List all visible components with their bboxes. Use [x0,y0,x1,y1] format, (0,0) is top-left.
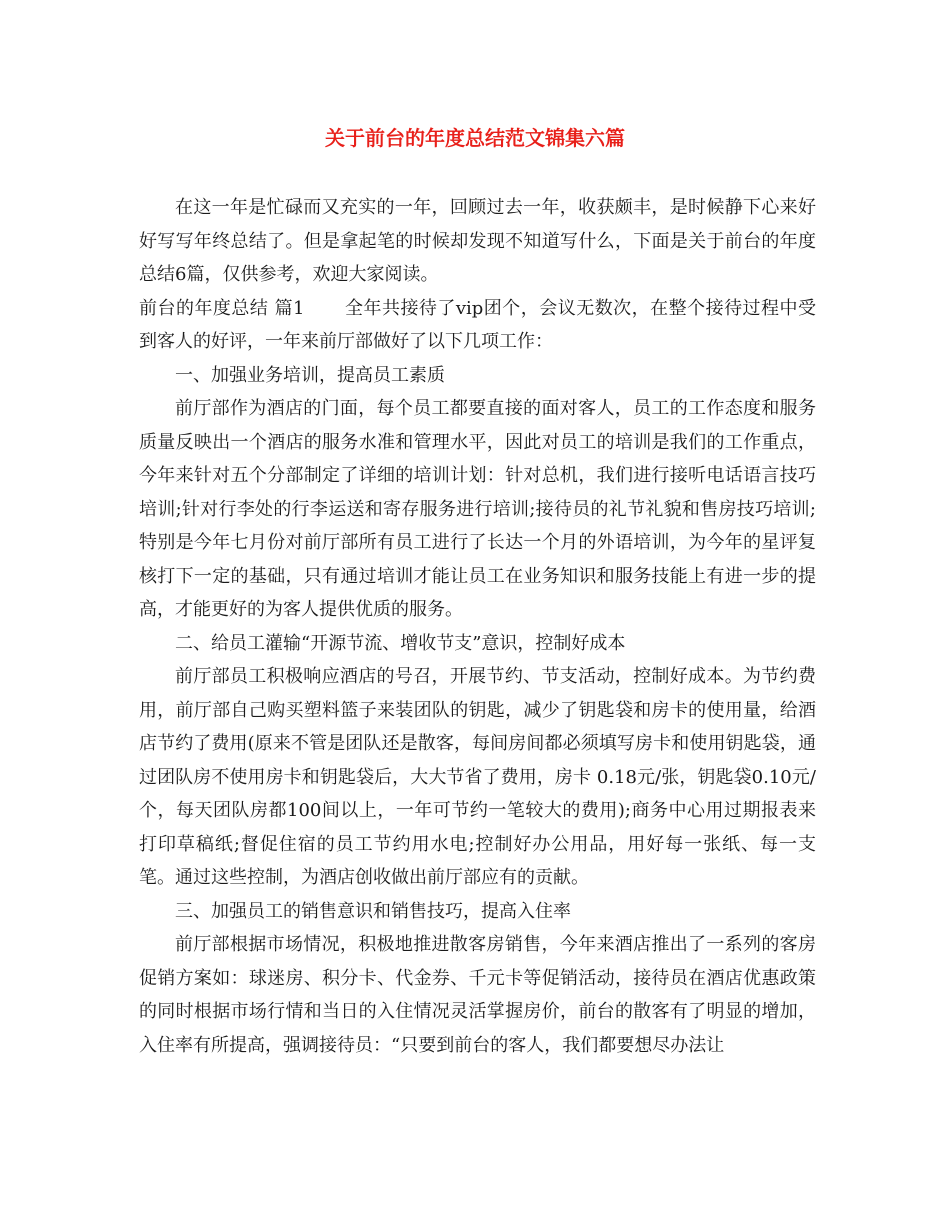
section1-paragraph: 前厅部作为酒店的门面，每个员工都要直接的面对客人，员工的工作态度和服务质量反映出一个酒店的服务水准和管理水平，因此对员工的培训是我们的工作重点，今年来针对五个分部制定了详细的培训计划：针对总机，我们进行接听电话语言技巧培训;针对行李处的行李运送和寄存服务进行培训;接待员的礼节礼貌和售房技巧培训;特别是今年七月份对前厅部所有员工进行了长达一个月的外语培训，为今年的星评复核打下一定的基础，只有通过培训才能让员工在业务知识和服务技能上有进一步的提高，才能更好的为客人提供优质的服务。 [139,398,816,620]
section2-paragraph: 前厅部员工积极响应酒店的号召，开展节约、节支活动，控制好成本。为节约费用，前厅部自己购买塑料篮子来装团队的钥匙，减少了钥匙袋和房卡的使用量，给酒店节约了费用(原来不管是团队还是散客，每间房间都必须填写房卡和使用钥匙袋，通过团队房不使用房卡和钥匙袋后，大大节省了费用，房卡 0.18元/张，钥匙袋0.10元/个，每天团队房都100间以上，一年可节约一笔较大的费用);商务中心用过期报表来打印草稿纸;督促住宿的员工节约用水电;控制好办公用品，用好每一张纸、每一支笔。通过这些控制，为酒店创收做出前厅部应有的贡献。 [139,666,816,888]
section1-heading: 一、加强业务培训，提高员工素质 [175,364,445,386]
section2-heading: 二、给员工灌输“开源节流、增收节支”意识，控制好成本 [175,632,626,654]
document-title: 关于前台的年度总结范文锦集六篇 [325,126,625,150]
section3-heading: 三、加强员工的销售意识和销售技巧，提高入住率 [175,900,571,922]
article1-lead: 全年共接待了vip团个，会议无数次，在整个接待过程中受到客人的好评，一年来前厅部做好了以下几项工作： [139,297,816,352]
document-body [139,191,816,1062]
article1-heading: 前台的年度总结 篇1 [139,297,305,319]
section3-paragraph: 前厅部根据市场情况，积极地推进散客房销售，今年来酒店推出了一系列的客房促销方案如：球迷房、积分卡、代金券、千元卡等促销活动，接待员在酒店优惠政策的同时根据市场行情和当日的入住情况灵活掌握房价，前台的散客有了明显的增加，入住率有所提高，强调接待员：“只要到前台的客人，我们都要想尽办法让 [139,934,816,1056]
intro-paragraph: 在这一年是忙碌而又充实的一年，回顾过去一年，收获颇丰，是时候静下心来好好写写年终总结了。但是拿起笔的时候却发现不知道写什么，下面是关于前台的年度总结6篇，仅供参考，欢迎大家阅读。 [139,197,816,285]
article1-paragraph [139,292,816,359]
